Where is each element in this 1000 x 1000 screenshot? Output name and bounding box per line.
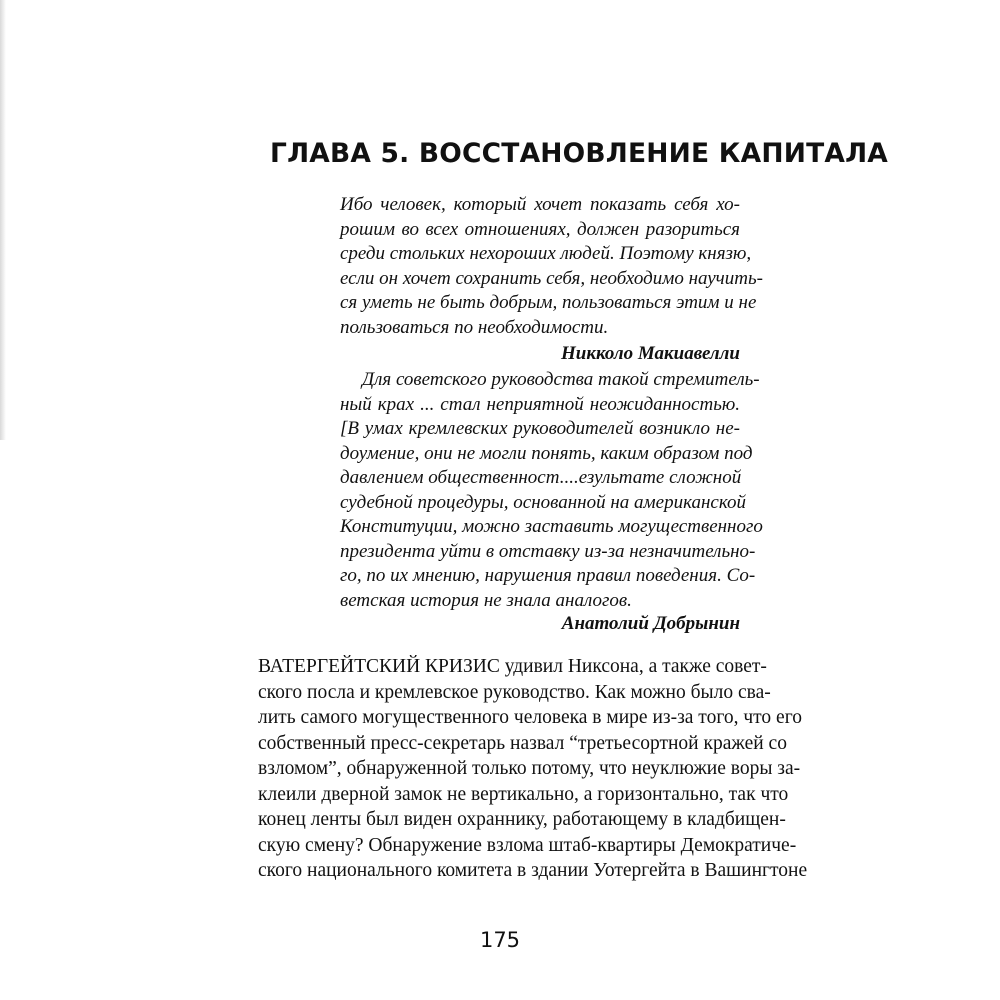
scan-edge-shadow bbox=[0, 0, 6, 440]
body-line: скую смену? Обнаружение взлома штаб-квартиры Демократиче- bbox=[258, 834, 797, 856]
body-line: взломом”, обнаруженной только потому, что неуклюжие воры за- bbox=[258, 758, 801, 779]
body-line: ского посла и кремлевское руководство. Как можно было сва- bbox=[258, 681, 771, 703]
body-line: ВАТЕРГЕЙТСКИЙ КРИЗИС удивил Никсона, а также совет- bbox=[258, 656, 767, 677]
epigraph-line: доумение, они не могли понять, каким образом под bbox=[340, 442, 753, 464]
body-line: клеили дверной замок не вертикально, а горизонтально, так что bbox=[258, 783, 789, 805]
epigraph-dobrynin bbox=[340, 368, 763, 613]
epigraph-line: Ибо человек, который хочет показать себя хо- bbox=[340, 194, 740, 215]
epigraph-line: судебной процедуры, основанной на американской bbox=[340, 491, 747, 513]
epigraph-line: рошим во всех отношениях, должен разориться bbox=[340, 218, 740, 240]
epigraph-line: ся уметь не быть добрым, пользоваться этим и не bbox=[340, 292, 757, 313]
epigraph-line: Для советского руководства такой стремитель- bbox=[362, 369, 760, 390]
epigraph-line: ный крах ... стал неприятной неожиданностью. bbox=[340, 393, 740, 415]
epigraph-line: президента уйти в отставку из-за незначительно- bbox=[340, 540, 756, 562]
epigraph-line: давлением общественност....езультате сложной bbox=[340, 467, 742, 488]
epigraph-line: пользоваться по необходимости. bbox=[340, 316, 609, 338]
epigraph-line: ветская история не знала аналогов. bbox=[340, 589, 632, 611]
body-line: ского национального комитета в здании Уотергейта в Вашингтоне bbox=[258, 860, 808, 881]
epigraph-machiavelli bbox=[340, 193, 763, 340]
epigraph-line: если он хочет сохранить себя, необходимо научить- bbox=[340, 267, 763, 289]
epigraph-line: го, по их мнению, нарушения правил поведения. Со- bbox=[340, 565, 756, 586]
epigraph-line: [В умах кремлевских руководителей возникло не- bbox=[340, 418, 740, 439]
body-paragraph bbox=[258, 654, 808, 884]
body-line: конец ленты был виден охраннику, работающему в кладбищен- bbox=[258, 809, 786, 830]
epigraph-line: Конституции, можно заставить могущественного bbox=[340, 516, 763, 537]
epigraph-line: среди стольких нехороших людей. Поэтому князю, bbox=[340, 243, 752, 264]
chapter-title: ГЛАВА 5. ВОССТАНОВЛЕНИЕ КАПИТАЛА bbox=[270, 138, 889, 169]
epigraph-author-machiavelli: Никколо Макиавелли bbox=[560, 343, 740, 364]
body-line: лить самого могущественного человека в мире из-за того, что его bbox=[258, 707, 802, 728]
page-number: 175 bbox=[479, 928, 521, 952]
epigraph-author-dobrynin: Анатолий Добрынин bbox=[561, 613, 740, 634]
body-line: собственный пресс-секретарь назвал “третьесортной кражей со bbox=[258, 732, 787, 754]
